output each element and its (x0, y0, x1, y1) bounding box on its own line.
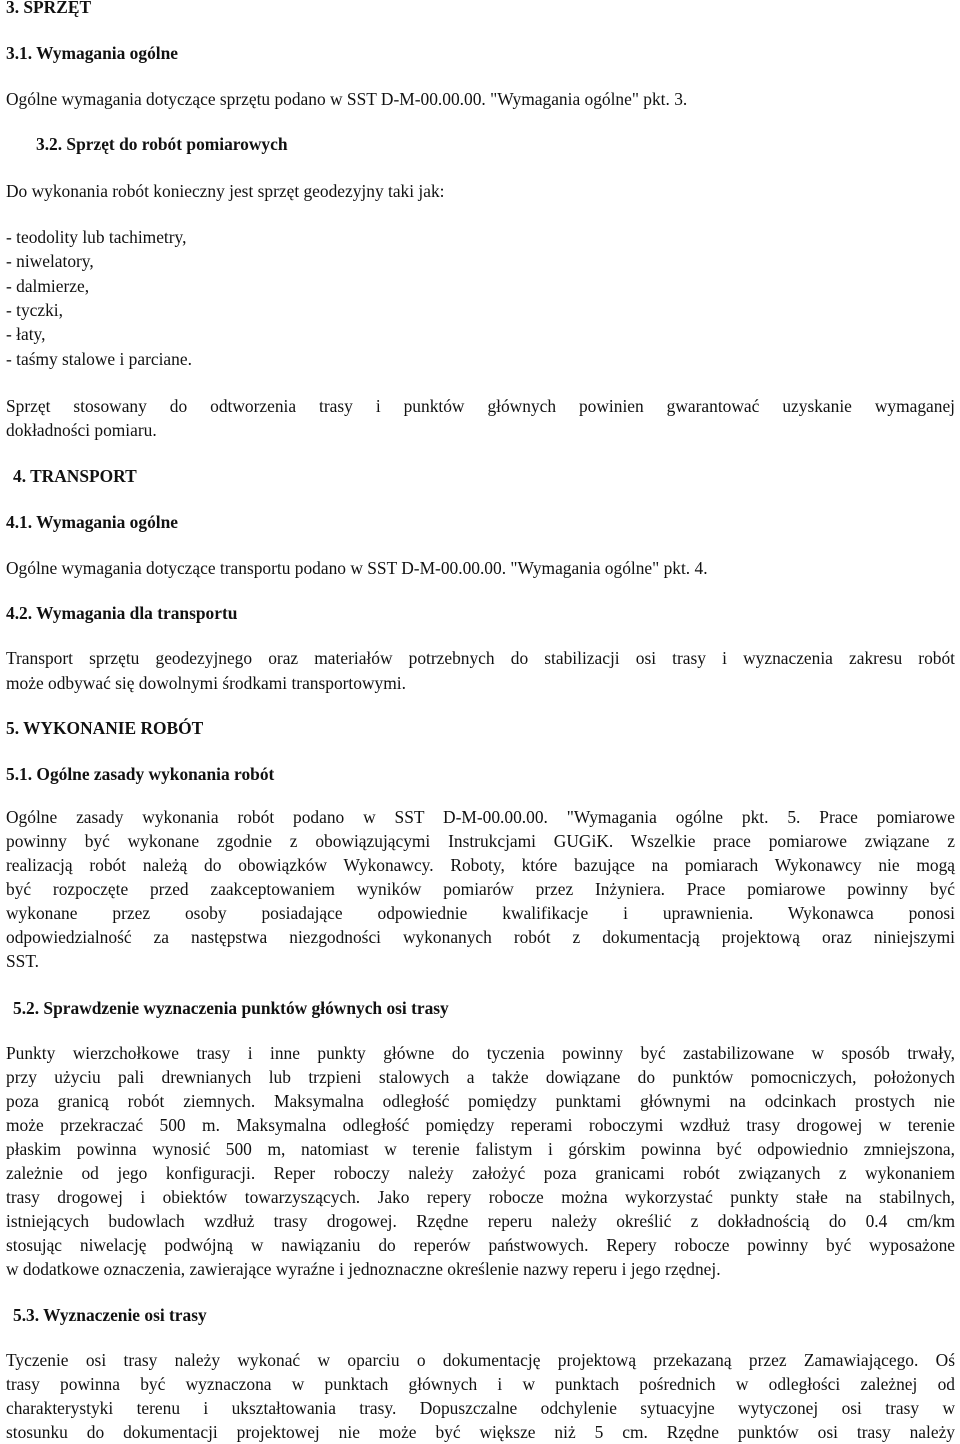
paragraph-line: być rozpoczęte przed zaakceptowaniem wyników pomiarów przez Inżyniera. Prace pomiarowe powinny być (6, 879, 955, 899)
subsection-heading-5-1: 5.1. Ogólne zasady wykonania robót (6, 764, 275, 784)
paragraph-line: Transport sprzętu geodezyjnego oraz materiałów potrzebnych do stabilizacji osi trasy i wyznaczenia zakresu robót (6, 648, 955, 668)
paragraph-line: Sprzęt stosowany do odtworzenia trasy i punktów głównych powinien gwarantować uzyskanie wymaganej (6, 396, 955, 416)
paragraph-line: przy użyciu pali drewnianych lub trzpieni stalowych a także dowiązane do punktów pomocniczych, położonych (6, 1067, 955, 1087)
paragraph-line: może przekraczać 500 m. Maksymalna odległość pomiędzy reperami roboczymi wzdłuż trasy drogowej w terenie (6, 1115, 955, 1135)
paragraph-line: Tyczenie osi trasy należy wykonać w oparciu o dokumentację projektową przekazaną przez Zamawiającego. Oś (6, 1350, 955, 1370)
paragraph-line: realizacją robót należą do obowiązków Wykonawcy. Roboty, które bazujące na pomiarach Wykonawcy nie mogą (6, 855, 955, 875)
subsection-heading-3-1: 3.1. Wymagania ogólne (6, 43, 178, 63)
list-item: - dalmierze, (6, 276, 90, 296)
paragraph-line: istniejących budowlach wzdłuż trasy drogowej. Rzędne reperu należy określić z dokładnością do 0.4 cm/km (6, 1211, 955, 1231)
paragraph-line: stosując niwelację podwójną w nawiązaniu do reperów państwowych. Repery robocze powinny być wyposażone (6, 1235, 955, 1255)
list-item: - tyczki, (6, 300, 63, 320)
paragraph-line: płaskim powinna wynosić 500 m, natomiast w terenie falistym i górskim powinna być odpowiednio zmniejszona, (6, 1139, 955, 1159)
subsection-heading-5-2: 5.2. Sprawdzenie wyznaczenia punktów głównych osi trasy (13, 998, 449, 1018)
paragraph-line: powinny być wykonane zgodnie z obowiązującymi Instrukcjami GUGiK. Wszelkie prace pomiarowe związane z (6, 831, 955, 851)
paragraph-3-1: Ogólne wymagania dotyczące sprzętu podano w SST D-M-00.00.00. "Wymagania ogólne" pkt. 3. (6, 89, 688, 109)
paragraph-line: Ogólne zasady wykonania robót podano w SST D-M-00.00.00. "Wymagania ogólne pkt. 5. Prace pomiarowe (6, 807, 955, 827)
paragraph-line: w dodatkowe oznaczenia, zawierające wyraźne i jednoznaczne określenie nazwy reperu i jego rzędnej. (6, 1259, 721, 1279)
subsection-heading-5-3: 5.3. Wyznaczenie osi trasy (13, 1305, 207, 1325)
paragraph-line: zależnie od jego konfiguracji. Reper roboczy należy założyć poza granicami robót związanych z wykonaniem (6, 1163, 955, 1183)
paragraph-line: może odbywać się dowolnymi środkami transportowymi. (6, 673, 406, 693)
subsection-heading-4-1: 4.1. Wymagania ogólne (6, 512, 178, 532)
paragraph-line: trasy powinna być wyznaczona w punktach głównych i w punktach pośrednich w odległości zależnej od (6, 1374, 955, 1394)
paragraph-3-2-intro: Do wykonania robót konieczny jest sprzęt geodezyjny taki jak: (6, 181, 445, 201)
section-heading-4: 4. TRANSPORT (13, 466, 137, 486)
subsection-heading-3-2: 3.2. Sprzęt do robót pomiarowych (36, 134, 288, 154)
section-heading-3: 3. SPRZĘT (6, 0, 92, 17)
section-heading-5: 5. WYKONANIE ROBÓT (6, 718, 204, 738)
paragraph-line: poza granicą robót ziemnych. Maksymalna odległość pomiędzy punktami głównymi na odcinkach prostych nie (6, 1091, 955, 1111)
subsection-heading-4-2: 4.2. Wymagania dla transportu (6, 603, 238, 623)
paragraph-4-1: Ogólne wymagania dotyczące transportu podano w SST D-M-00.00.00. "Wymagania ogólne" pkt. 4. (6, 558, 708, 578)
paragraph-line: trasy drogowej i obiektów towarzyszących. Jako repery robocze można wykorzystać punkty stałe na stabilnych, (6, 1187, 955, 1207)
paragraph-line: Punkty wierzchołkowe trasy i inne punkty główne do tyczenia powinny być zastabilizowane w sposób trwały, (6, 1043, 955, 1063)
list-item: - niwelatory, (6, 251, 94, 271)
paragraph-line: dokładności pomiaru. (6, 420, 157, 440)
list-item: - teodolity lub tachimetry, (6, 227, 187, 247)
list-item: - taśmy stalowe i parciane. (6, 349, 192, 369)
paragraph-line: wykonane przez osoby posiadające odpowiednie kwalifikacje i uprawnienia. Wykonawca ponosi (6, 903, 955, 923)
paragraph-line: charakterystyki terenu i ukształtowania trasy. Dopuszczalne odchylenie sytuacyjne wytyczonej osi trasy w (6, 1398, 955, 1418)
paragraph-line: SST. (6, 951, 40, 971)
list-item: - łaty, (6, 324, 46, 344)
paragraph-line: stosunku do dokumentacji projektowej nie może być większe niż 5 cm. Rzędne punktów osi trasy należy (6, 1422, 955, 1442)
paragraph-line: odpowiedzialność za następstwa niezgodności wykonanych robót z dokumentacją projektową oraz niniejszymi (6, 927, 955, 947)
